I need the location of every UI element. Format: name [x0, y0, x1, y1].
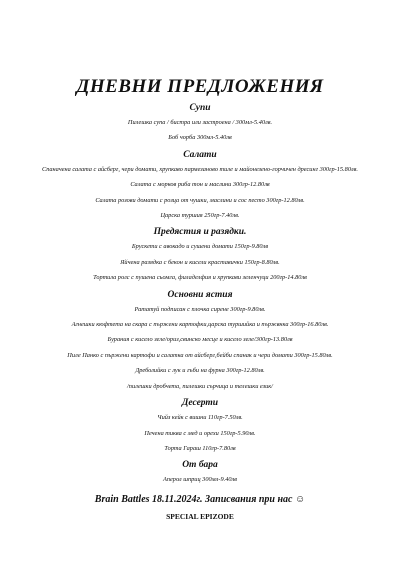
menu-item: Агнешки кюфтета на скара с пържени картофки,царска туршийка и пържвнка 300гр-16.80лв.	[71, 321, 329, 329]
section-heading: Супи	[189, 103, 211, 113]
page-title: ДНЕВНИ ПРЕДЛОЖЕНИЯ	[76, 76, 324, 97]
menu-item: Боб чорба 300мл-5.40лв	[168, 134, 232, 142]
menu-item: Яйчена разядка с бекон и кисели краставички 150гр-8.80лв.	[120, 258, 280, 266]
menu-content	[40, 97, 360, 521]
section-heading: Десерти	[181, 398, 219, 409]
section-heading: Салати	[183, 149, 217, 160]
menu-item: Брускети с авокадо и сушени домати 150гр-9.80лв	[131, 243, 269, 251]
menu-item: Аперол шприц 300мл-9.40лв	[163, 476, 237, 484]
menu-item: Царска туршия 250гр-7.40лв.	[160, 212, 240, 220]
menu-item: Тортила ролс с пушена сьомга, филаделфия и хрупкави зеленчуци 200гр-14.80лв	[93, 274, 307, 282]
section-heading: Основни ястия	[167, 289, 233, 300]
menu-item: /пилешки дробчета, пилешки сърчица и телешки език/	[127, 382, 273, 390]
menu-item: Салата розови домати с розца от чушки, маслини и сос песто 300гр-12.80лв.	[95, 196, 305, 204]
menu-item: Рататуй подписан с плочка сирене 300гр-9.80лв.	[134, 305, 266, 313]
menu-item: Спаначена салата с айсберг, чери домати, хрупкаво пармезаново тиле и майонезено-горчичен дресинг 300гр-15.80лв.	[42, 165, 358, 173]
menu-item: Печена тиква с мед и орехи 150гр-5.90лв.	[144, 429, 256, 437]
special-episode-label: SPECIAL EPIZODE	[166, 511, 234, 521]
menu-item: Пилешка супа / бистра или застроена / 300мл-5.40лв.	[127, 119, 273, 126]
menu-item: Пиле Панко с пържени картофи и салатка от айсберг,бейби спанак и чери домати 300гр-15.80лв.	[67, 351, 333, 359]
section-heading: От бара	[182, 460, 218, 471]
menu-item: Салата с морков риба тон и маслини 300гр-12.80лв	[130, 181, 270, 189]
menu-item: Бурания с кисело зеле/ориз,свинско месце и кисело зеле/300гр-13.80лв	[107, 336, 293, 344]
menu-item: Торта Гараш 110гр-7.80лв	[164, 444, 236, 452]
section-heading: Предястия и разядки.	[153, 227, 247, 238]
menu-item: Дреболийки с лук и гъби на фурна 300гр-12.80лв.	[135, 367, 265, 375]
menu-item: Чийз кейк с вишни 110гр-7.50лв.	[157, 414, 243, 422]
event-announcement: Brain Battles 18.11.2024г. Записвания при нас ☺	[94, 493, 306, 505]
